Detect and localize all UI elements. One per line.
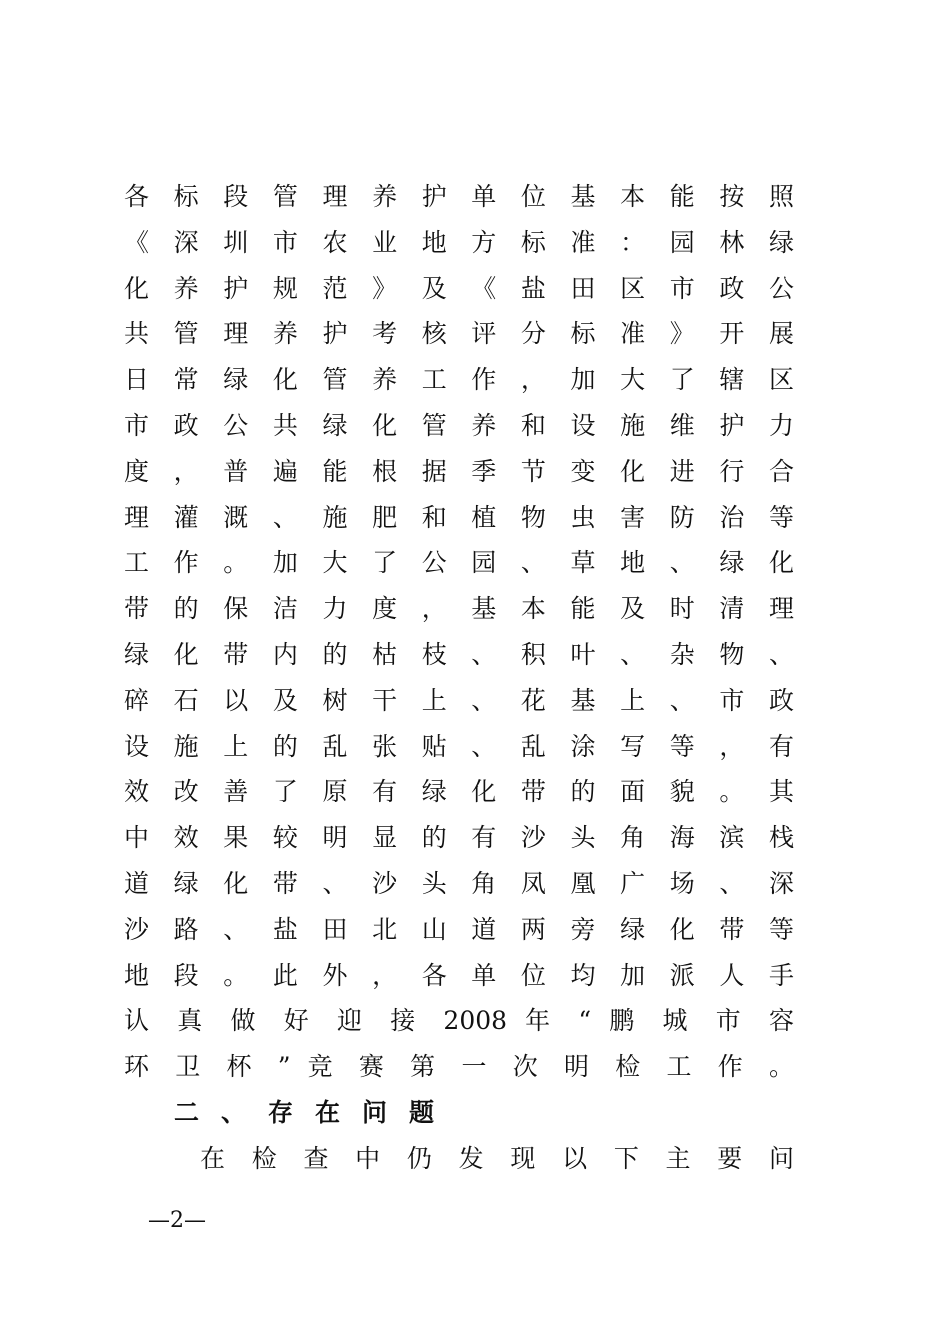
text-line: 工 作 。 加 大 了 公 园 、 草 地 、 绿 化 xyxy=(124,548,794,578)
text-line: 理 灌 溉 、 施 肥 和 植 物 虫 害 防 治 等 xyxy=(124,502,794,532)
text-line: 效 改 善 了 原 有 绿 化 带 的 面 貌 。 其 xyxy=(124,777,794,807)
text-line: 设 施 上 的 乱 张 贴 、 乱 涂 写 等 ， 有 xyxy=(124,731,794,761)
text-line: 环 卫 杯 ” 竞 赛 第 一 次 明 检 工 作 。 xyxy=(124,1052,794,1082)
text-line: 沙 路 、 盐 田 北 山 道 两 旁 绿 化 带 等 xyxy=(124,914,794,944)
text-line: 绿 化 带 内 的 枯 枝 、 积 叶 、 杂 物 、 xyxy=(124,639,794,669)
text-line: 化 养 护 规 范 》 及 《 盐 田 区 市 政 公 xyxy=(124,273,794,303)
text-line: 共 管 理 养 护 考 核 评 分 标 准 》 开 展 xyxy=(124,319,794,349)
text-line: 中 效 果 较 明 显 的 有 沙 头 角 海 滨 栈 xyxy=(124,823,794,853)
text-line: 各 标 段 管 理 养 护 单 位 基 本 能 按 照 xyxy=(124,182,794,211)
page-number: —2— xyxy=(148,1208,206,1233)
text-line: 认 真 做 好 迎 接 2008 年 “ 鹏 城 市 容 xyxy=(124,1006,794,1036)
text-line: 度 ， 普 遍 能 根 据 季 节 变 化 进 行 合 xyxy=(124,456,794,486)
body-text xyxy=(124,174,794,1182)
text-line: 碎 石 以 及 树 干 上 、 花 基 上 、 市 政 xyxy=(124,685,794,715)
text-line: 《 深 圳 市 农 业 地 方 标 准 ： 园 林 绿 xyxy=(124,227,794,257)
paragraph-start-line: 在 检 查 中 仍 发 现 以 下 主 要 问 xyxy=(200,1143,794,1173)
text-line: 带 的 保 洁 力 度 ， 基 本 能 及 时 清 理 xyxy=(124,594,794,624)
text-line: 道 绿 化 带 、 沙 头 角 凤 凰 广 场 、 深 xyxy=(124,868,794,898)
section-heading: 二、存在问题 xyxy=(174,1097,457,1127)
text-line: 地 段 。 此 外 ， 各 单 位 均 加 派 人 手 xyxy=(124,960,794,990)
text-line: 日 常 绿 化 管 养 工 作 ， 加 大 了 辖 区 xyxy=(124,365,794,395)
text-line: 市 政 公 共 绿 化 管 养 和 设 施 维 护 力 xyxy=(124,410,794,440)
